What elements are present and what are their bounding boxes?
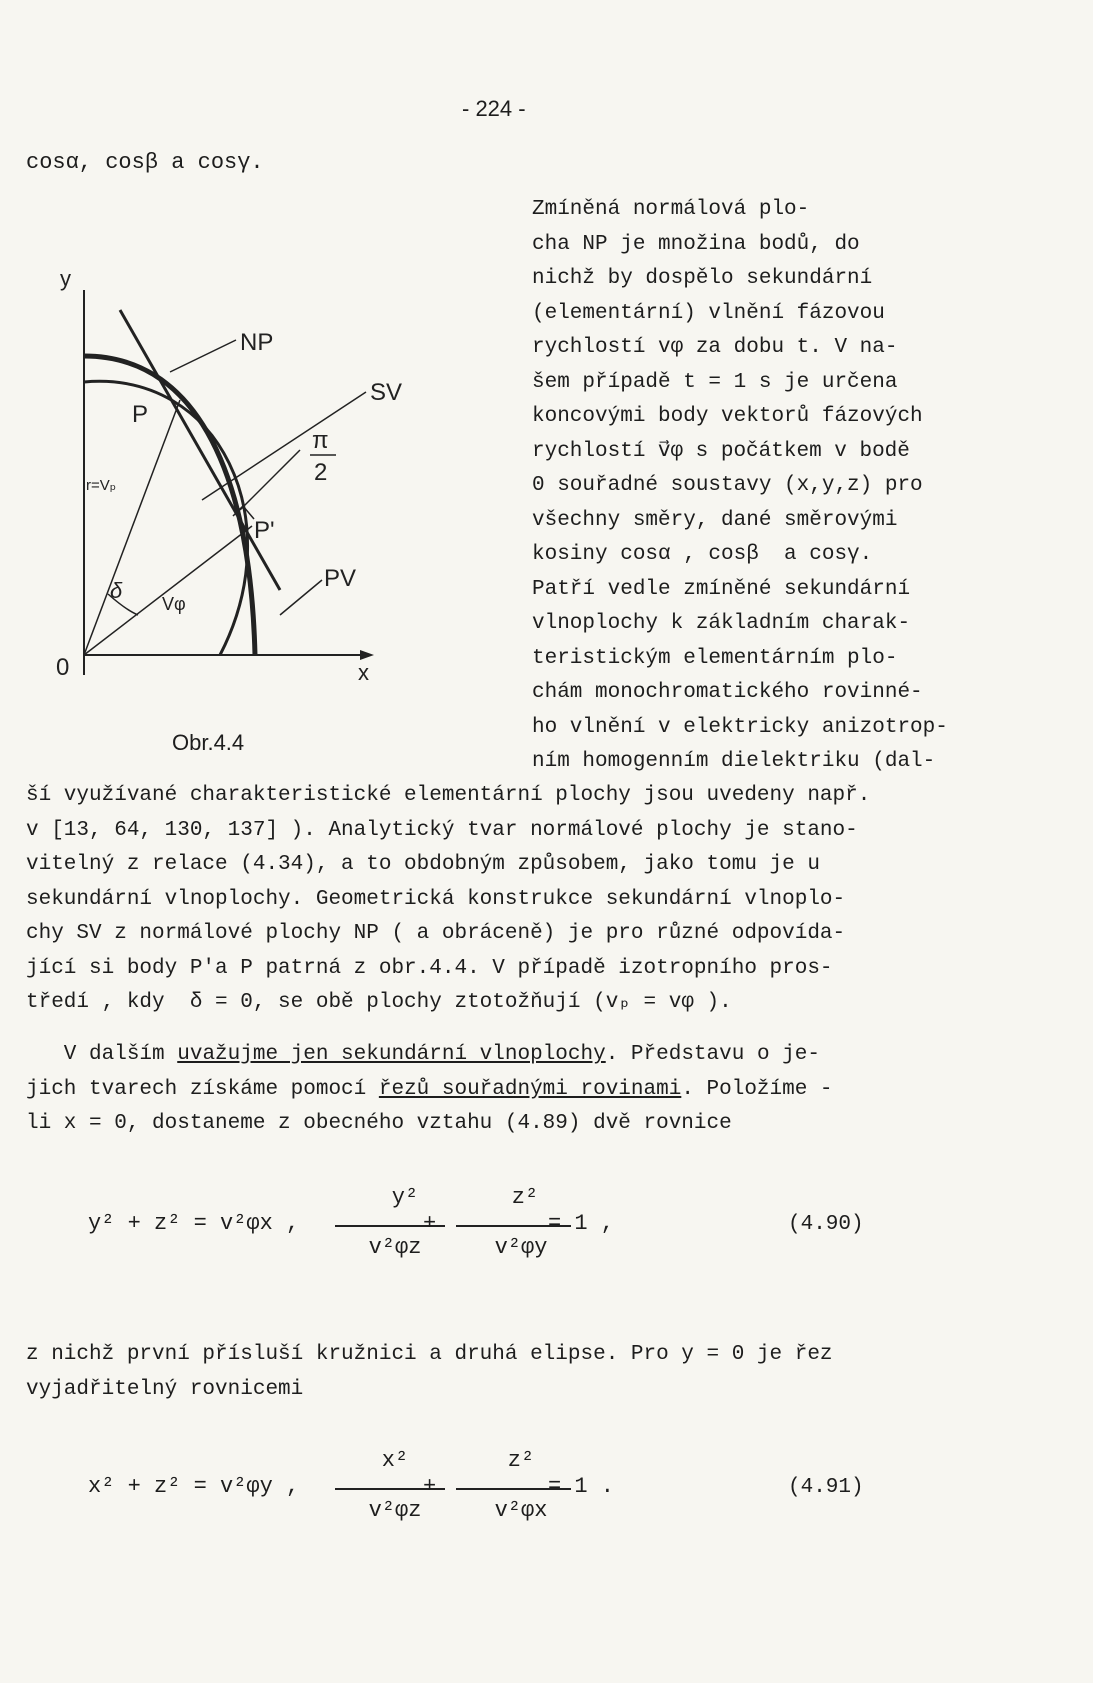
label-pv: PV xyxy=(324,565,357,592)
figure-4-4 xyxy=(40,270,440,700)
radius-line xyxy=(84,400,180,655)
label-np: NP xyxy=(240,329,274,356)
text-span: . Položíme - xyxy=(681,1077,833,1101)
text-line: nichž by dospělo sekundární xyxy=(532,267,873,290)
pi-leader-line xyxy=(240,450,300,510)
text-line: ší využívané charakteristické elementární plochy jsou uvedeny např. xyxy=(26,784,871,807)
underlined-text: uvažujme jen sekundární vlnoplochy xyxy=(177,1043,606,1066)
text-line: vyjadřitelný rovnicemi xyxy=(26,1377,304,1401)
text-span: V dalším xyxy=(26,1043,178,1066)
equation-4-91 xyxy=(0,1448,1093,1558)
mid-text xyxy=(26,1338,1076,1407)
text-line: z nichž první přísluší kružnici a druhá elipse. Pro y = 0 je řez xyxy=(26,1343,833,1366)
equation-number: (4.90) xyxy=(788,1213,864,1236)
paragraph-2 xyxy=(26,1038,1076,1142)
text-line: tředí , kdy δ = 0, se obě plochy ztotožňují (vₚ = vφ ). xyxy=(26,991,732,1014)
text-span: jich tvarech získáme pomocí xyxy=(26,1077,379,1101)
paragraph-1 xyxy=(26,779,1076,1021)
eq-lhs: x² + z² = v²φy , xyxy=(88,1474,300,1499)
eq-denominator: v²φz xyxy=(368,1498,422,1523)
text-line: jící si body P'a P patrná z obr.4.4. V případě izotropního pros- xyxy=(26,956,833,980)
text-line: v [13, 64, 130, 137] ). Analytický tvar normálové plochy je stano- xyxy=(26,818,858,842)
sv-leader-line xyxy=(202,392,366,500)
text-line: 0 souřadné soustavy (x,y,z) pro xyxy=(532,474,923,497)
np-leader-line xyxy=(170,340,236,372)
text-line: teristickým elementárním plo- xyxy=(532,646,898,670)
page-number: - 224 - xyxy=(462,96,526,121)
equation-number: (4.91) xyxy=(788,1476,864,1499)
text-line: chám monochromatického rovinné- xyxy=(532,681,923,704)
text-line: ním homogenním dielektriku (dal- xyxy=(532,750,936,773)
text-line: koncovými body vektorů fázových xyxy=(532,405,923,428)
direction-cosines-line: cosα, cosβ a cosγ. xyxy=(26,150,264,175)
label-x: x xyxy=(358,660,369,685)
text-line: vitelný z relace (4.34), a to obdobným způsobem, jako tomu je u xyxy=(26,853,820,876)
text-line: li x = 0, dostaneme z obecného vztahu (4.89) dvě rovnice xyxy=(26,1112,732,1135)
eq-numerator: z² xyxy=(507,1448,535,1473)
label-y: y xyxy=(60,270,71,291)
label-p: P xyxy=(132,401,149,428)
label-pi: π xyxy=(312,427,329,454)
eq-plus: + xyxy=(423,1474,437,1499)
label-two: 2 xyxy=(314,459,328,486)
text-line: (elementární) vlnění fázovou xyxy=(532,301,885,325)
text-line: sekundární vlnoplochy. Geometrická konstrukce sekundární vlnoplo- xyxy=(26,887,846,911)
label-origin: 0 xyxy=(56,654,70,681)
text-span: . Představu o je- xyxy=(605,1043,820,1066)
text-line: kosiny cosα , cosβ a cosγ. xyxy=(532,543,873,566)
text-line xyxy=(26,1038,1076,1073)
text-line: chy SV z normálové plochy NP ( a obráceně) je pro různé odpovída- xyxy=(26,922,846,945)
eq-numerator: z² xyxy=(511,1185,539,1210)
label-sv: SV xyxy=(370,379,403,406)
eq-denominator: v²φy xyxy=(494,1235,548,1260)
equation-4-90 xyxy=(0,1185,1093,1295)
underlined-text: řezů souřadnými rovinami xyxy=(378,1077,682,1101)
text-line: vlnoplochy k základním charak- xyxy=(532,612,911,635)
eq-lhs: y² + z² = v²φx , xyxy=(88,1211,300,1236)
figure-caption: Obr.4.4 xyxy=(172,730,245,755)
text-line: rychlostí vφ za dobu t. V na- xyxy=(532,336,898,359)
eq-numerator: y² xyxy=(391,1185,419,1210)
label-vphi: Vφ xyxy=(162,594,186,614)
x-axis-arrow-icon xyxy=(360,650,374,660)
label-r-equals-vp: r=Vₚ xyxy=(86,477,117,494)
text-line: rychlostí v⃗φ s počátkem v bodě xyxy=(532,439,910,463)
text-line: všechny směry, dané směrovými xyxy=(532,508,898,532)
eq-denominator: v²φz xyxy=(368,1235,422,1260)
text-line: ho vlnění v elektricky anizotrop- xyxy=(532,715,948,739)
text-line xyxy=(26,1073,1076,1108)
label-p-prime: P' xyxy=(254,517,275,544)
eq-plus: + xyxy=(423,1211,437,1236)
right-column-text xyxy=(532,193,1072,780)
eq-rhs: = 1 , xyxy=(548,1211,615,1236)
text-line: šem případě t = 1 s je určena xyxy=(532,370,898,394)
eq-rhs: = 1 . xyxy=(548,1474,615,1499)
text-line: cha NP je množina bodů, do xyxy=(532,232,860,256)
eq-numerator: x² xyxy=(381,1448,409,1473)
label-delta: δ xyxy=(110,578,123,603)
eq-denominator: v²φx xyxy=(494,1498,548,1523)
text-line: Patří vedle zmíněné sekundární xyxy=(532,577,911,601)
pv-leader-line xyxy=(280,580,322,615)
text-line: Zmíněná normálová plo- xyxy=(532,198,810,221)
